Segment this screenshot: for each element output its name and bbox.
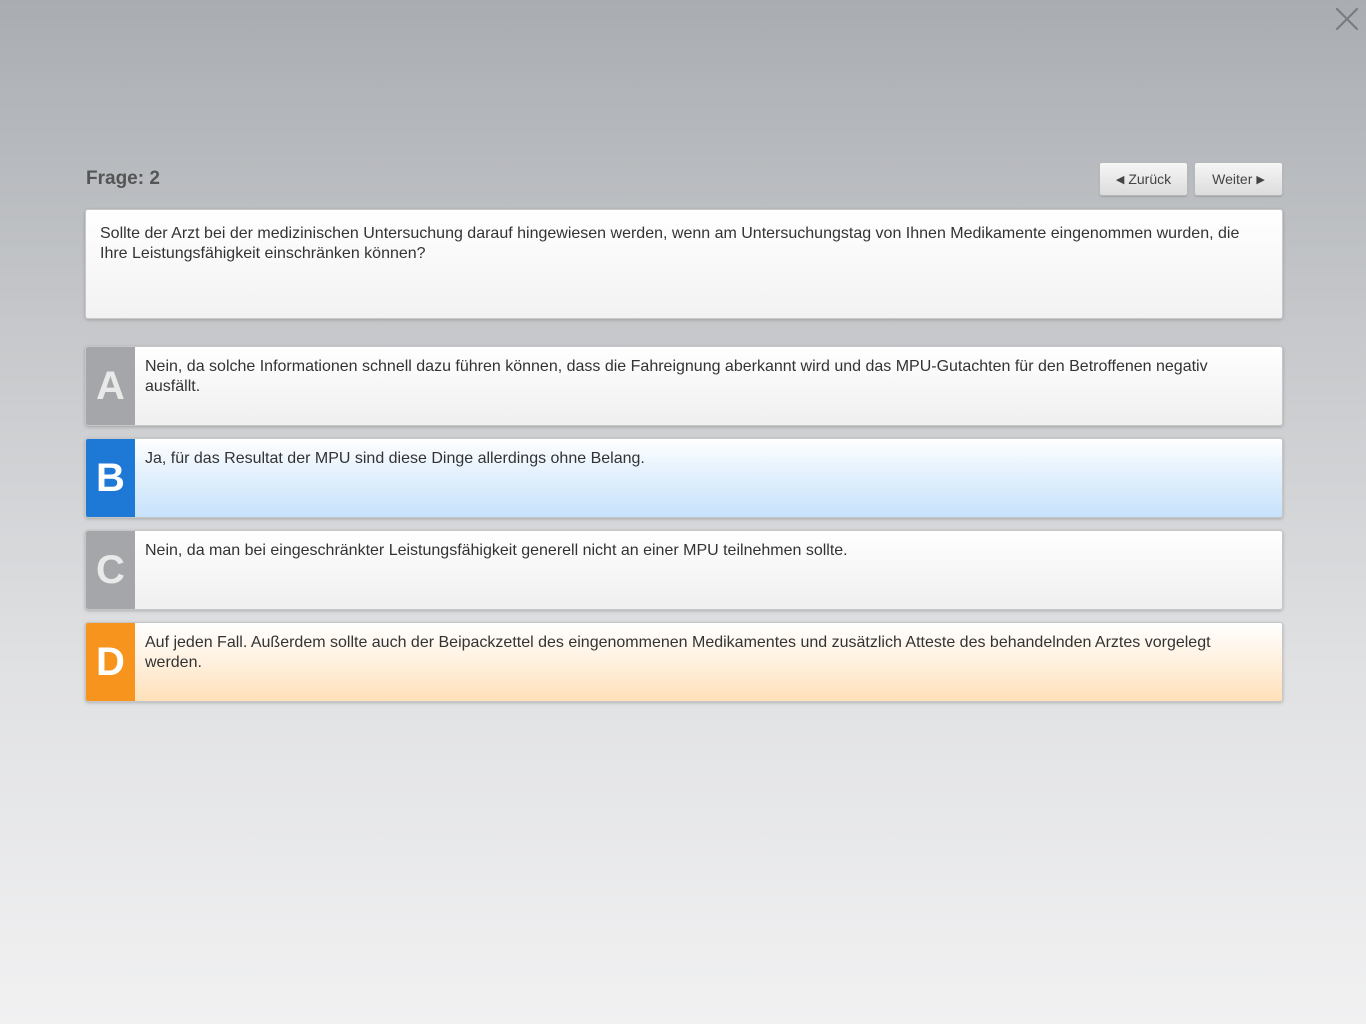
close-button[interactable]: [1334, 6, 1360, 32]
answer-option-b[interactable]: [85, 438, 1283, 518]
next-button[interactable]: [1194, 162, 1283, 196]
answer-letter: D: [86, 623, 135, 701]
answer-letter: A: [86, 347, 135, 425]
answer-text: Auf jeden Fall. Außerdem sollte auch der Beipackzettel des eingenommenen Medikamentes und zusätzlich Atteste des behandelnden Arztes vorgelegt werden.: [145, 634, 1211, 671]
question-number: Frage: 2: [86, 168, 160, 189]
answer-option-c[interactable]: [85, 530, 1283, 610]
triangle-right-icon: ▶: [1256, 173, 1265, 186]
question-text: Sollte der Arzt bei der medizinischen Untersuchung darauf hingewiesen werden, wenn am Untersuchungstag von Ihnen Medikamente eingenommen wurden, die Ihre Leistungsfähigkeit einschränken können?: [100, 225, 1240, 262]
answer-text: Nein, da solche Informationen schnell dazu führen können, dass die Fahreignung aberkannt wird und das MPU-Gutachten für den Betroffenen negativ ausfällt.: [145, 358, 1208, 395]
back-button[interactable]: [1099, 162, 1188, 196]
answer-option-a[interactable]: [85, 346, 1283, 426]
triangle-left-icon: ◀: [1115, 173, 1125, 186]
answer-text: Nein, da man bei eingeschränkter Leistungsfähigkeit generell nicht an einer MPU teilnehmen sollte.: [145, 542, 848, 559]
close-icon: [1334, 6, 1360, 32]
answer-letter: C: [86, 531, 135, 609]
question-navigation: [1099, 162, 1283, 196]
answer-option-d[interactable]: [85, 622, 1283, 702]
answer-text: Ja, für das Resultat der MPU sind diese Dinge allerdings ohne Belang.: [145, 450, 645, 467]
back-button-label: Zurück: [1128, 171, 1172, 187]
question-text-box: [85, 209, 1283, 319]
next-button-label: Weiter: [1212, 171, 1253, 187]
answer-letter: B: [86, 439, 135, 517]
